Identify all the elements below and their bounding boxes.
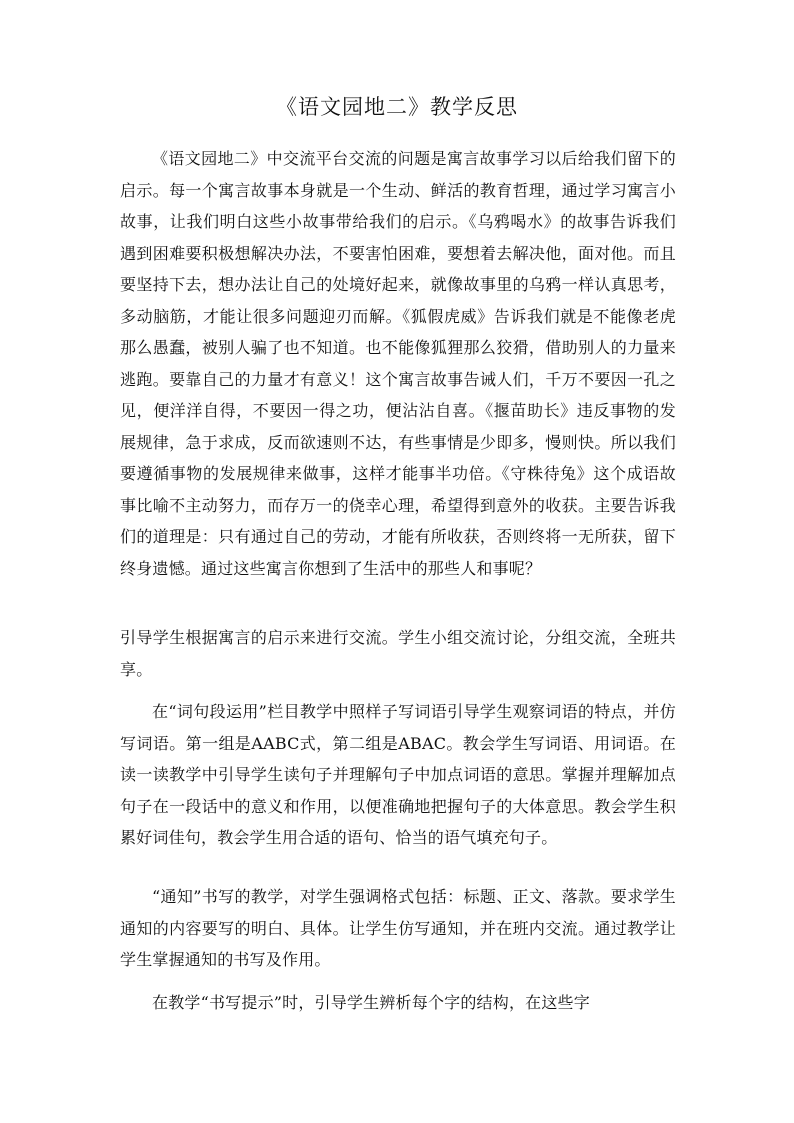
- paragraph-notice-writing: “通知”书写的教学，对学生强调格式包括：标题、正文、落款。要求学生通知的内容要写的明白、具体。让学生仿写通知，并在班内交流。通过教学让学生掌握通知的书写及作用。: [120, 887, 676, 969]
- document-title: 《语文园地二》教学反思: [276, 95, 518, 119]
- paragraph-fable-reflection: 《语文园地二》中交流平台交流的问题是寓言故事学习以后给我们留下的启示。每一个寓言故事本身就是一个生动、鲜活的教育哲理，通过学习寓言小故事，让我们明白这些小故事带给我们的启示。《乌鸦喝水》的故事告诉我们遇到困难要积极想解决办法，不要害怕困难，要想着去解决他，面对他。而且要坚持下去，想办法让自己的处境好起来，就像故事里的乌鸦一样认真思考，多动脑筋，才能让很多问题迎刃而解。《狐假虎威》告诉我们就是不能像老虎那么愚蠢，被别人骗了也不知道。也不能像狐狸那么狡猾，借助别人的力量来逃跑。要靠自己的力量才有意义！这个寓言故事告诫人们，千万不要因一孔之见，便洋洋自得，不要因一得之功，便沾沾自喜。《揠苗助长》违反事物的发展规律，急于求成，反而欲速则不达，有些事情是少即多，慢则快。所以我们要遵循事物的发展规律来做事，这样才能事半功倍。《守株待兔》这个成语故事比喻不主动努力，而存万一的侥幸心理，希望得到意外的收获。主要告诉我们的道理是：只有通过自己的劳动，才能有所收获，否则终将一无所获，留下终身遗憾。通过这些寓言你想到了生活中的那些人和事呢？: [120, 149, 676, 578]
- paragraph-word-sentence-usage: 在“词句段运用”栏目教学中照样子写词语引导学生观察词语的特点，并仿写词语。第一组是AABC式，第二组是ABAC。教会学生写词语、用词语。在读一读教学中引导学生读句子并理解句子中加点词语的意思。掌握并理解加点句子在一段话中的意义和作用，以便准确地把握句子的大体意思。教会学生积累好词佳句，教会学生用合适的语句、恰当的语气填充句子。: [120, 702, 676, 847]
- paragraph-guided-discussion: 引导学生根据寓言的启示来进行交流。学生小组交流讨论，分组交流，全班共享。: [120, 628, 676, 679]
- paragraph-writing-tips: 在教学“书写提示”时，引导学生辨析每个字的结构，在这些字: [152, 993, 590, 1012]
